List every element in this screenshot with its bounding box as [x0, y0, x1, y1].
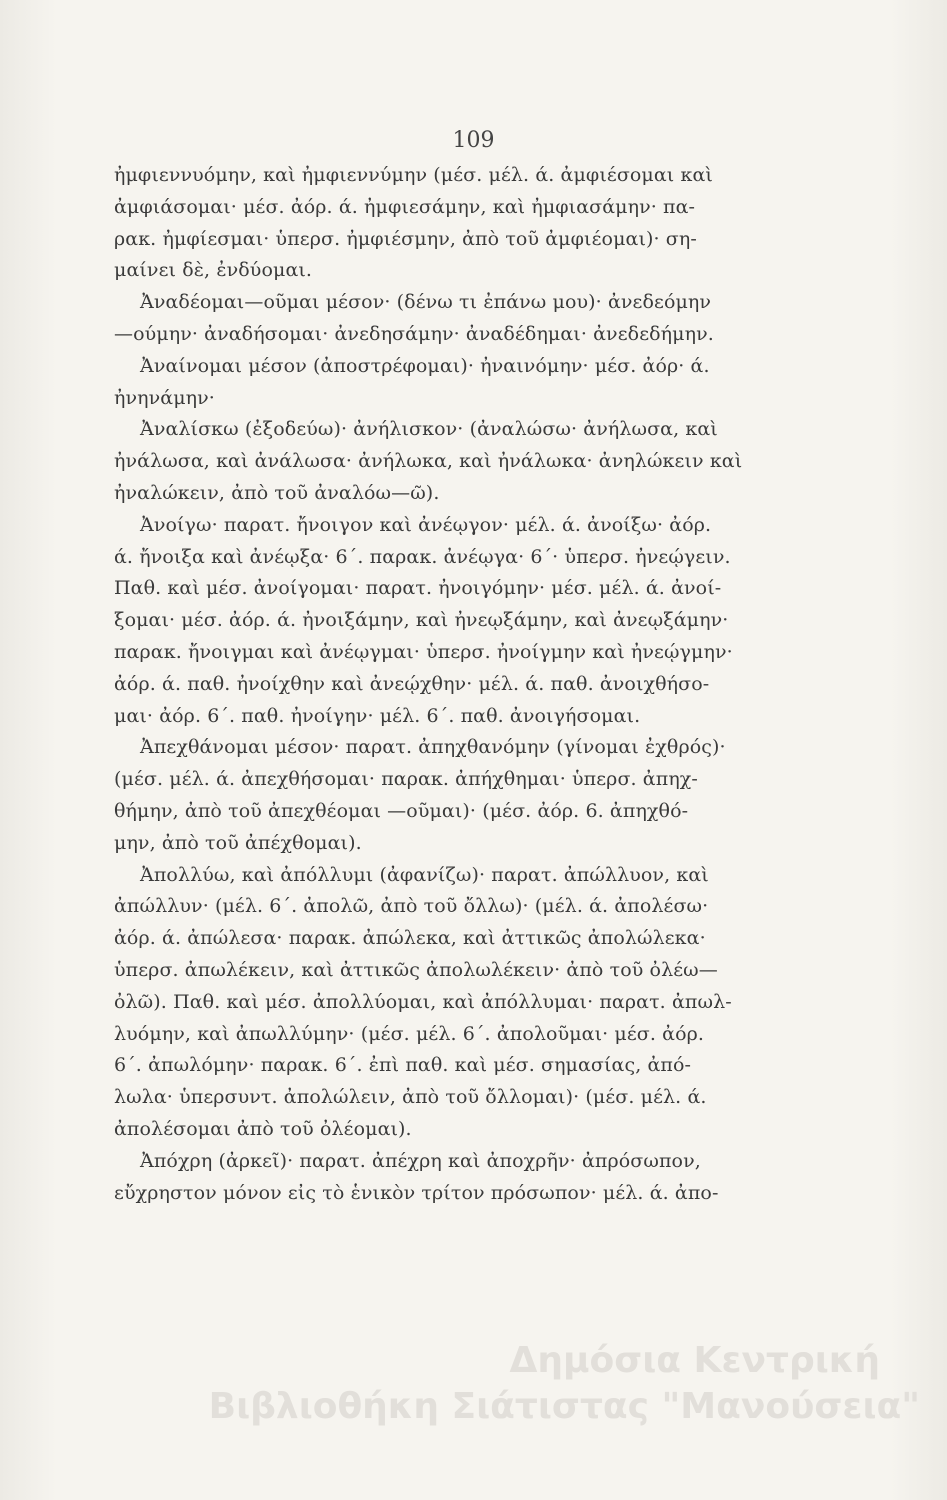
page-text: [114, 160, 764, 1209]
text-line: ὀλῶ). Παθ. καὶ μέσ. ἀπολλύομαι, καὶ ἀπόλλυμαι· παρατ. ἀπωλ-: [114, 990, 732, 1013]
text-line: Ἀνοίγω· παρατ. ἤνοιγον καὶ ἀνέῳγον· μέλ. ά. ἀνοίξω· ἀόρ.: [140, 513, 712, 536]
text-line: εὔχρηστον μόνον εἰς τὸ ἑνικὸν τρίτον πρόσωπον· μέλ. ά. ἀπο-: [114, 1181, 719, 1204]
watermark-line-2: Βιβλιοθήκη Σιάτιστας "Μανούσεια": [208, 1386, 920, 1427]
text-line: —ούμην· ἀναδήσομαι· ἀνεδησάμην· ἀναδέδημαι· ἀνεδεδήμην.: [114, 322, 714, 345]
text-line: μην, ἀπὸ τοῦ ἀπέχθομαι).: [114, 831, 362, 854]
text-line: Παθ. καὶ μέσ. ἀνοίγομαι· παρατ. ἠνοιγόμην· μέσ. μέλ. ά. ἀνοί-: [114, 577, 722, 600]
text-line: ἠμφιεννυόμην, καὶ ἠμφιεννύμην (μέσ. μέλ. ά. ἀμφιέσομαι καὶ: [114, 164, 713, 186]
text-line: Ἀπεχθάνομαι μέσον· παρατ. ἀπηχθανόμην (γίνομαι ἐχθρός)·: [140, 736, 726, 759]
text-line: ἠνηνάμην·: [114, 386, 215, 409]
text-line: ἀπώλλυν· (μέλ. 6΄. ἀπολῶ, ἀπὸ τοῦ ὄλλω)· (μέλ. ά. ἀπολέσω·: [114, 895, 709, 918]
text-line: ἀόρ. ά. παθ. ἠνοίχθην καὶ ἀνεῴχθην· μέλ. ά. παθ. ἀνοιχθήσο-: [114, 672, 710, 695]
text-line: ά. ἤνοιξα καὶ ἀνέῳξα· 6΄. παρακ. ἀνέῳγα· 6΄· ὑπερσ. ἠνεῴγειν.: [114, 545, 731, 568]
text-line: ἀόρ. ά. ἀπώλεσα· παρακ. ἀπώλεκα, καὶ ἀττικῶς ἀπολώλεκα·: [114, 927, 706, 950]
text-line: Ἀναλίσκω (ἐξοδεύω)· ἀνήλισκον· (ἀναλώσω· ἀνήλωσα, καὶ: [140, 418, 718, 441]
text-line: ἀμφιάσομαι· μέσ. ἀόρ. ά. ἠμφιεσάμην, καὶ ἠμφιασάμην· πα-: [114, 195, 696, 218]
page-number: 109: [452, 128, 495, 153]
text-line: ἠνάλωσα, καὶ ἀνάλωσα· ἀνήλωκα, καὶ ἠνάλωκα· ἀνηλώκειν καὶ: [114, 450, 743, 473]
text-line: ρακ. ἠμφίεσμαι· ὑπερσ. ἠμφιέσμην, ἀπὸ τοῦ ἀμφιέομαι)· ση-: [114, 227, 697, 250]
text-line: λωλα· ὑπερσυντ. ἀπολώλειν, ἀπὸ τοῦ ὄλλομαι)· (μέσ. μέλ. ά.: [114, 1086, 707, 1109]
text-line: μαι· ἀόρ. 6΄. παθ. ἠνοίγην· μέλ. 6΄. παθ. ἀνοιγήσομαι.: [114, 704, 641, 727]
text-line: θήμην, ἀπὸ τοῦ ἀπεχθέομαι —οῦμαι)· (μέσ. ἀόρ. 6. ἀπηχθό-: [114, 799, 689, 822]
text-line: Ἀναδέομαι—οῦμαι μέσον· (δένω τι ἐπάνω μου)· ἀνεδεόμην: [140, 291, 712, 314]
text-line: παρακ. ἤνοιγμαι καὶ ἀνέῳγμαι· ὑπερσ. ἠνοίγμην καὶ ἠνεῴγμην·: [114, 640, 733, 663]
text-line: 6΄. ἀπωλόμην· παρακ. 6΄. ἐπὶ παθ. καὶ μέσ. σημασίας, ἀπό-: [114, 1054, 692, 1077]
text-line: Ἀναίνομαι μέσον (ἀποστρέφομαι)· ἠναινόμην· μέσ. ἀόρ· ά.: [140, 354, 710, 377]
text-line: ἠναλώκειν, ἀπὸ τοῦ ἀναλόω—ῶ).: [114, 481, 440, 504]
text-line: Ἀπολλύω, καὶ ἀπόλλυμι (ἀφανίζω)· παρατ. ἀπώλλυον, καὶ: [140, 863, 709, 886]
watermark-line-1: Δημόσια Κεντρική: [509, 1340, 880, 1381]
text-line: ὑπερσ. ἀπωλέκειν, καὶ ἀττικῶς ἀπολωλέκειν· ἀπὸ τοῦ ὀλέω—: [114, 958, 718, 981]
library-watermark: [200, 1338, 920, 1430]
text-line: Ἀπόχρη (ἀρκεῖ)· παρατ. ἀπέχρη καὶ ἀποχρῆν· ἀπρόσωπον,: [140, 1149, 701, 1172]
text-line: λυόμην, καὶ ἀπωλλύμην· (μέσ. μέλ. 6΄. ἀπολοῦμαι· μέσ. ἀόρ.: [114, 1022, 705, 1045]
text-line: μαίνει δὲ, ἐνδύομαι.: [114, 259, 313, 282]
text-line: ξομαι· μέσ. ἀόρ. ά. ἠνοιξάμην, καὶ ἠνεῳξάμην, καὶ ἀνεῳξάμην·: [114, 609, 729, 632]
text-line: ἀπολέσομαι ἀπὸ τοῦ ὀλέομαι).: [114, 1117, 412, 1140]
text-line: (μέσ. μέλ. ά. ἀπεχθήσομαι· παρακ. ἀπήχθημαι· ὑπερσ. ἀπηχ-: [114, 768, 698, 791]
